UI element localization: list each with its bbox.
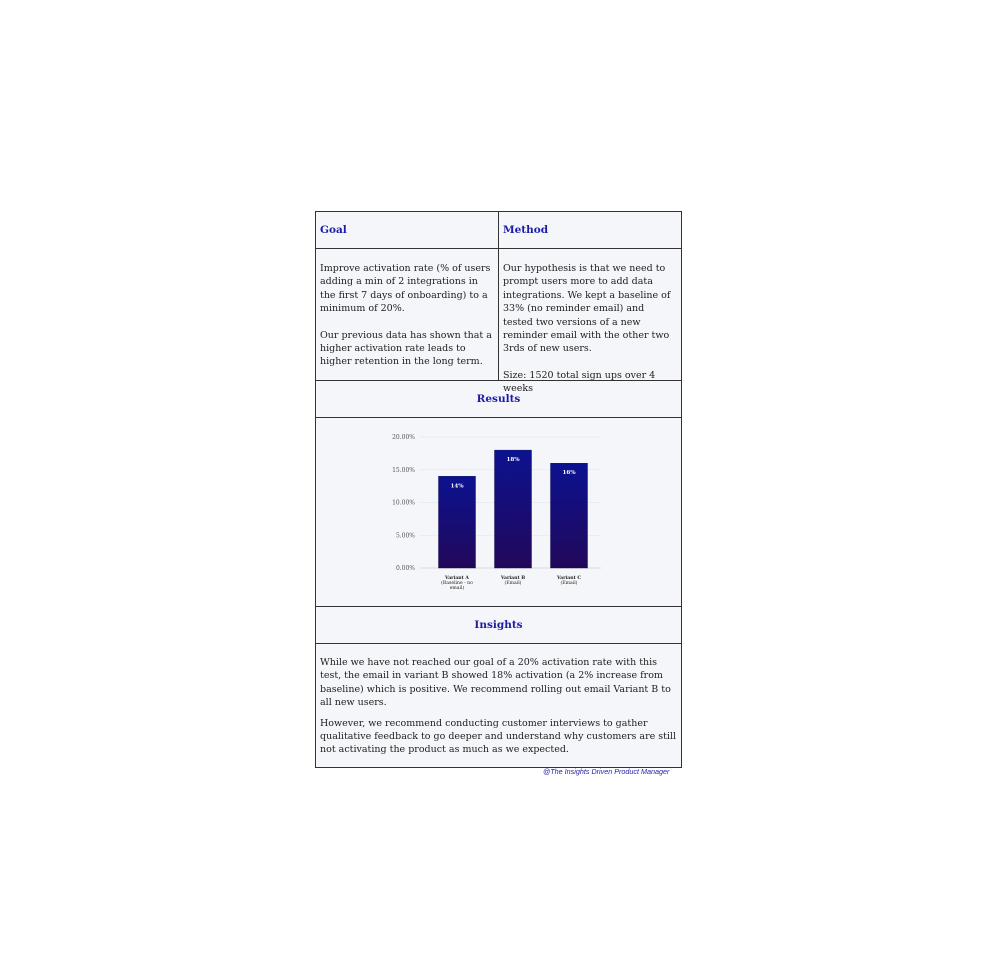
results-header-row xyxy=(316,381,681,418)
insights-body-cell xyxy=(316,644,681,767)
goal-method-header-row xyxy=(316,212,681,249)
bar xyxy=(439,476,476,568)
author-credit: @The Insights Driven Product Manager xyxy=(543,767,670,776)
bar-data-label: 16% xyxy=(562,470,576,477)
bar-data-label: 14% xyxy=(450,483,464,490)
method-body-cell xyxy=(499,249,681,395)
results-chart-row xyxy=(316,418,681,607)
method-paragraph-2: Size: 1520 total sign ups over 4 weeks xyxy=(503,369,656,395)
x-category-label: email) xyxy=(449,586,465,591)
method-paragraph-1: Our hypothesis is that we need to prompt users more to add data integrations. We kept a baseline of 33% (no reminder email) and tested two versions of a new reminder email with the other two 3rds of new users. xyxy=(503,263,671,355)
goal-paragraph-2: Our previous data has shown that a higher activation rate leads to higher retention in the long term. xyxy=(320,329,492,368)
bar xyxy=(495,450,532,568)
results-heading: Results xyxy=(476,393,521,405)
x-category-label: Variant A xyxy=(445,576,469,581)
insights-header-cell xyxy=(316,607,681,643)
y-tick-label: 0.00% xyxy=(395,565,415,572)
goal-paragraph-1: Improve activation rate (% of users adding a min of 2 integrations in the first 7 days of onboarding) to a minimum of 20%. xyxy=(320,263,491,315)
method-heading: Method xyxy=(503,224,549,236)
goal-method-body-row xyxy=(316,249,681,395)
y-tick-label: 15.00% xyxy=(392,466,415,474)
insights-paragraph-1: While we have not reached our goal of a 20% activation rate with this test, the email in variant B showed 18% activation (a 2% increase from baseline) which is positive. We recommend rolling out email Variant B to all new users. xyxy=(320,657,671,709)
goal-body-cell xyxy=(316,249,499,380)
x-category-label: (Email) xyxy=(560,581,578,586)
x-category-label: (Baseline - no xyxy=(441,581,473,586)
method-header-cell xyxy=(499,212,681,248)
results-bar-chart xyxy=(316,418,681,606)
results-header-cell xyxy=(316,381,681,417)
x-category-label: (Email) xyxy=(504,581,522,586)
bar xyxy=(551,463,588,568)
goal-header-cell xyxy=(316,212,499,248)
goal-heading: Goal xyxy=(320,224,347,236)
x-category-label: Variant B xyxy=(500,576,526,581)
x-category-label: Variant C xyxy=(557,576,581,581)
insights-body-row xyxy=(316,644,681,767)
insights-paragraph-2: However, we recommend conducting customer interviews to gather qualitative feedback to go deeper and understand why customers are still not activating the product as much as we expected. xyxy=(320,717,677,756)
bar-data-label: 18% xyxy=(506,457,520,464)
y-tick-label: 5.00% xyxy=(395,532,415,540)
experiment-summary-card xyxy=(315,211,682,768)
y-tick-label: 10.00% xyxy=(392,499,415,507)
insights-heading: Insights xyxy=(474,619,523,631)
y-tick-label: 20.00% xyxy=(392,434,415,441)
insights-header-row xyxy=(316,607,681,644)
